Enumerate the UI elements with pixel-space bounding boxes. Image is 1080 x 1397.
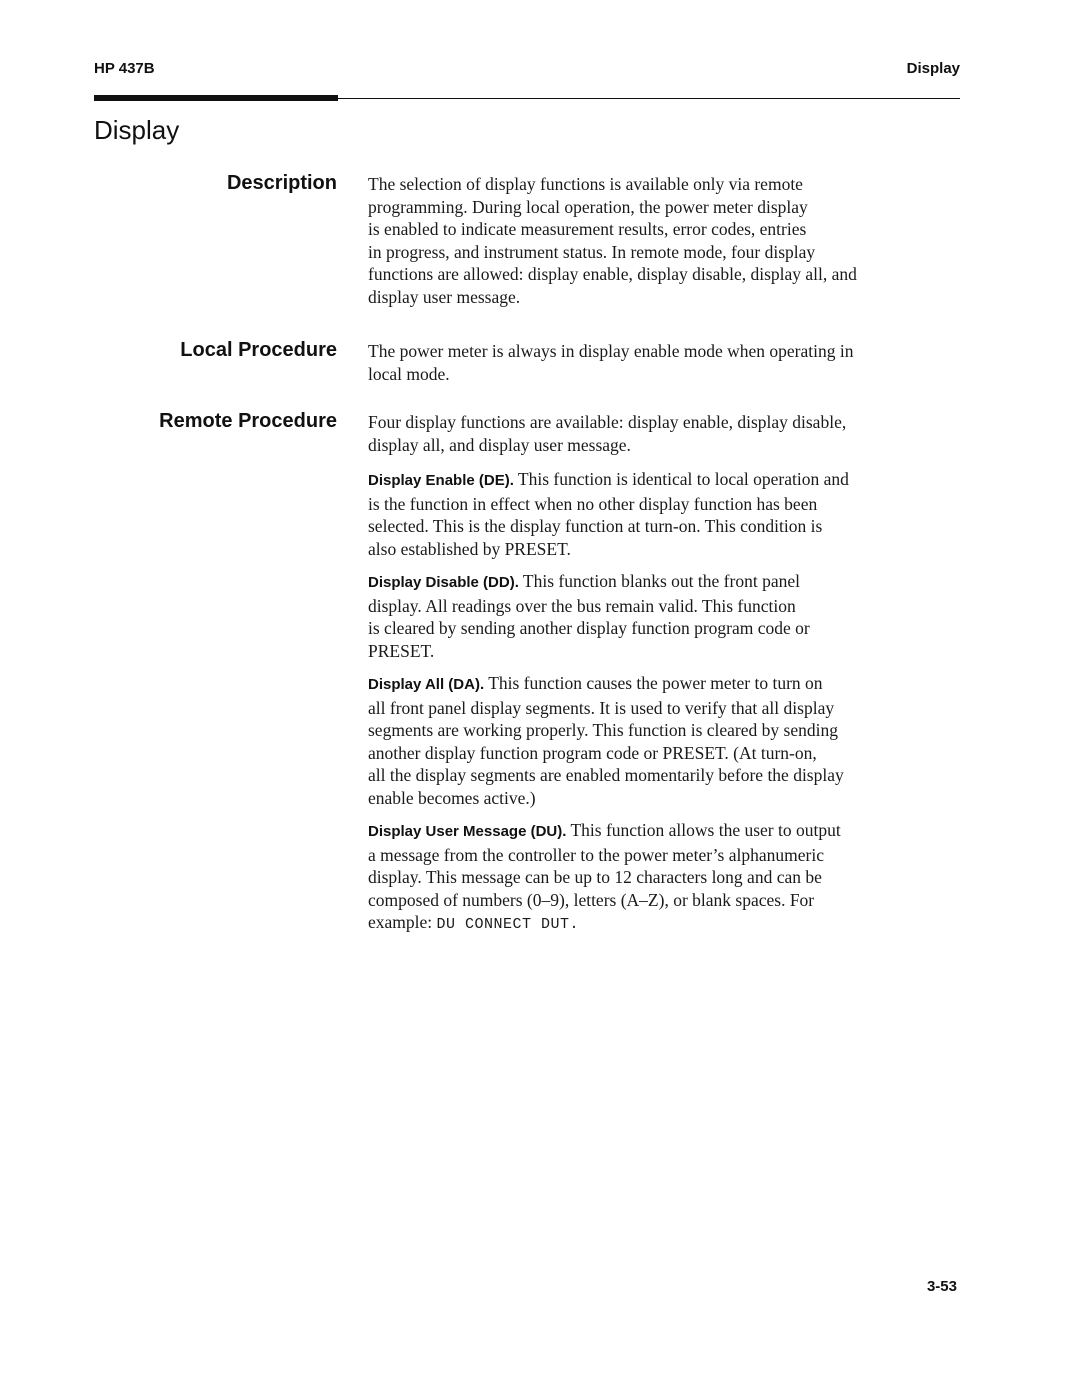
display-enable-paragraph (368, 468, 960, 560)
header-rule-thin (94, 98, 960, 99)
text-line (368, 468, 960, 493)
page-number: 3-53 (926, 1278, 957, 1295)
example-code: DU CONNECT DUT. (436, 916, 580, 934)
text-fragment: This function blanks out the front panel (518, 571, 800, 591)
text-line: segments are working properly. This function is cleared by sending (368, 720, 838, 741)
text-line: is the function in effect when no other display function has been (368, 493, 818, 514)
run-in-heading-dd: Display Disable (DD). (368, 574, 519, 591)
description-paragraph (368, 173, 960, 309)
display-disable-paragraph (368, 570, 960, 662)
display-all-paragraph (368, 672, 960, 810)
running-header-section: Display (906, 60, 960, 77)
display-user-message-paragraph (368, 819, 960, 937)
text-line: another display function program code or PRESET. (At turn-on, (368, 742, 817, 763)
text-line: display user message. (368, 286, 521, 307)
section-label-remote-procedure: Remote Procedure (159, 410, 337, 432)
text-line: The power meter is always in display enable mode when operating in (368, 341, 854, 361)
text-line: display. This message can be up to 12 characters long and can be (368, 867, 822, 888)
example-prefix: example: (368, 912, 437, 933)
text-line (368, 911, 960, 937)
text-line: display. All readings over the bus remain valid. This function (368, 595, 796, 616)
text-line: also established by PRESET. (368, 538, 571, 559)
run-in-heading-du: Display User Message (DU). (368, 823, 567, 840)
run-in-heading-de: Display Enable (DE). (368, 472, 514, 489)
text-fragment: This function is identical to local operation and (513, 469, 849, 489)
text-line: The selection of display functions is available only via remote (368, 174, 803, 194)
text-line: Four display functions are available: display enable, display disable, (368, 412, 847, 432)
text-line: is cleared by sending another display function program code or (368, 618, 810, 639)
text-line: selected. This is the display function at turn-on. This condition is (368, 516, 823, 537)
remote-procedure-paragraph (368, 411, 960, 456)
text-line: local mode. (368, 363, 450, 384)
text-line: a message from the controller to the power meter’s alphanumeric (368, 844, 824, 865)
section-label-description: Description (226, 172, 337, 194)
text-line (368, 570, 960, 595)
text-fragment: This function causes the power meter to turn on (484, 673, 823, 693)
text-line (368, 672, 960, 697)
text-fragment: This function allows the user to output (566, 820, 841, 840)
run-in-heading-da: Display All (DA). (368, 676, 485, 693)
text-line: functions are allowed: display enable, display disable, display all, and (368, 264, 857, 285)
text-line: PRESET. (368, 640, 435, 661)
section-label-local-procedure: Local Procedure (180, 339, 337, 361)
text-line: display all, and display user message. (368, 434, 631, 455)
text-line: programming. During local operation, the power meter display (368, 196, 808, 217)
text-line: enable becomes active.) (368, 787, 536, 808)
local-procedure-paragraph (368, 340, 960, 385)
page-title: Display (94, 115, 180, 145)
text-line (368, 819, 960, 844)
running-header-model: HP 437B (94, 60, 155, 77)
text-line: all the display segments are enabled momentarily before the display (368, 765, 844, 786)
text-line: all front panel display segments. It is used to verify that all display (368, 697, 835, 718)
text-line: composed of numbers (0–9), letters (A–Z), or blank spaces. For (368, 889, 815, 910)
text-line: is enabled to indicate measurement results, error codes, entries (368, 219, 807, 240)
text-line: in progress, and instrument status. In remote mode, four display (368, 241, 816, 262)
